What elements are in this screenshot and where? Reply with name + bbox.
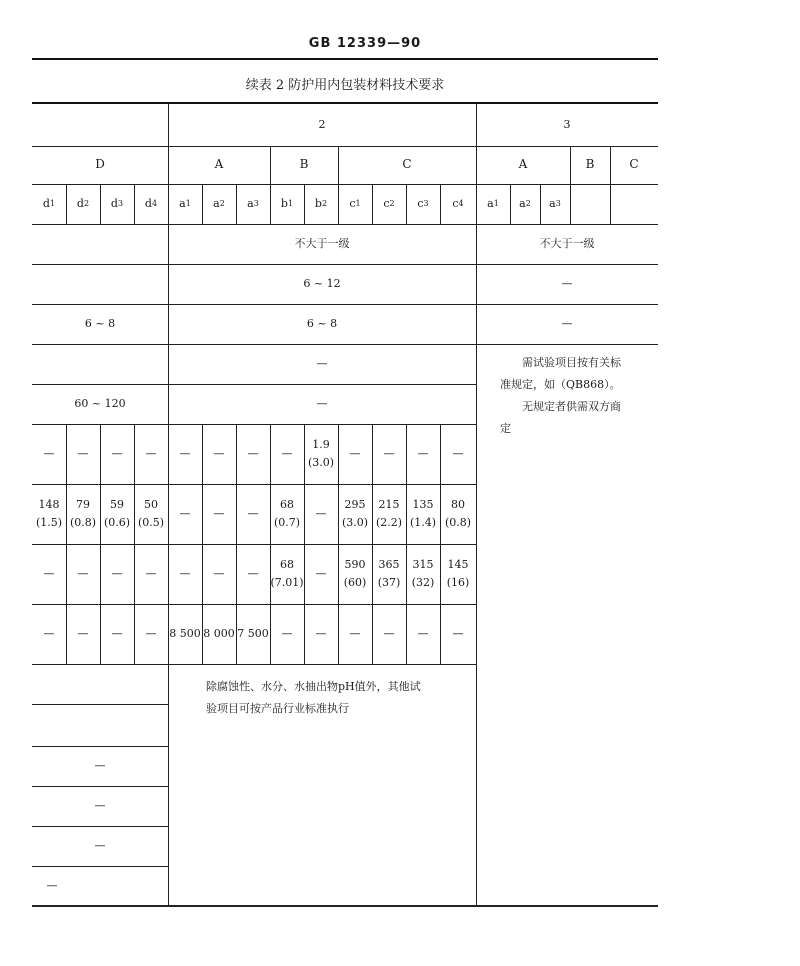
data-cell: 145 (16) <box>446 558 470 589</box>
sub-header-base: c <box>383 197 390 211</box>
data-cell: 135 (1.4) <box>409 498 437 529</box>
sub-column-header <box>32 184 66 224</box>
bottom-note <box>206 676 476 720</box>
sub-header-base: d <box>42 197 50 211</box>
data-cell: — <box>383 627 395 641</box>
top-rule <box>32 58 658 60</box>
sub-header-index: 1 <box>287 198 294 208</box>
sub-column-header <box>270 184 304 224</box>
data-cell: — <box>452 627 464 641</box>
sub-header-index: 3 <box>253 198 259 208</box>
data-cell: 315 (32) <box>411 558 435 589</box>
data-cell: — <box>145 567 157 581</box>
data-cell: — <box>179 447 191 461</box>
sub-header-index: 2 <box>219 198 225 208</box>
sub-header-base: a <box>549 197 556 211</box>
sub-header-index: 3 <box>555 198 561 208</box>
row11-d: — <box>94 799 106 813</box>
sub-header-index: 2 <box>389 198 395 208</box>
row1-group2: 不大于一级 <box>294 237 350 251</box>
row5-d: 60 ~ 120 <box>74 397 126 411</box>
data-cell: 295 (3.0) <box>341 498 369 529</box>
group3-note-line: 需试验项目按有关标 <box>522 356 621 369</box>
data-cell: — <box>452 447 464 461</box>
sub-header-base: d <box>110 197 118 211</box>
class-a-header: A <box>214 157 224 172</box>
sub-column-header <box>236 184 270 224</box>
sub-header-index: 2 <box>83 198 90 208</box>
sub-header-base: a <box>487 197 494 211</box>
data-cell: — <box>111 627 123 641</box>
bottom-note-line: 除腐蚀性、水分、水抽出物pH值外，其他试 <box>206 680 421 693</box>
sub-column-header <box>134 184 168 224</box>
group3-note <box>500 352 650 440</box>
row2-group2: 6 ~ 12 <box>303 277 341 291</box>
data-cell: — <box>315 507 327 521</box>
group3-note-line: 无规定者供需双方商 <box>522 400 621 413</box>
sub-header-base: b <box>280 197 288 211</box>
data-cell: — <box>111 447 123 461</box>
data-cell: 8 000 <box>203 627 235 641</box>
data-cell: — <box>43 567 55 581</box>
standard-number: GB 12339—90 <box>308 36 422 51</box>
data-cell: 215 (2.2) <box>375 498 403 529</box>
sub-header-base: a <box>213 197 220 211</box>
data-cell: 59 (0.6) <box>103 498 131 529</box>
data-cell: 148 (1.5) <box>35 498 63 529</box>
data-cell: — <box>179 507 191 521</box>
sub-column-header <box>168 184 202 224</box>
sub-header-base: d <box>76 197 84 211</box>
row3-group2: 6 ~ 8 <box>306 317 338 331</box>
table-line <box>32 905 658 907</box>
class-d-header: D <box>95 157 105 172</box>
data-cell: — <box>247 567 259 581</box>
sub-column-header <box>406 184 440 224</box>
class-b-header: B <box>299 157 309 172</box>
data-cell: 590 (60) <box>343 558 367 589</box>
sub-header-index: 3 <box>117 198 124 208</box>
row3-group3: — <box>561 317 573 331</box>
data-cell: — <box>383 447 395 461</box>
sub-header-base: d <box>144 197 152 211</box>
data-cell: 68 (7.01) <box>270 558 304 589</box>
row1-group3: 不大于一级 <box>539 237 595 251</box>
data-cell: 50 (0.5) <box>137 498 165 529</box>
data-cell: — <box>213 447 225 461</box>
sub-header-index: 1 <box>185 198 191 208</box>
data-cell: — <box>77 567 89 581</box>
group-3-header: 3 <box>563 118 571 132</box>
sub-column-header <box>510 184 540 224</box>
sub-header-index: 2 <box>321 198 328 208</box>
sub-header-base: c <box>452 197 459 211</box>
sub-column-header <box>66 184 100 224</box>
row4-group2: — <box>316 357 328 371</box>
class-b3-header: B <box>585 157 595 172</box>
data-cell: — <box>43 447 55 461</box>
sub-header-base: a <box>179 197 186 211</box>
sub-header-index: 1 <box>493 198 499 208</box>
data-cell: 1.9 (3.0) <box>307 438 335 469</box>
data-cell: — <box>281 447 293 461</box>
data-cell: 80 (0.8) <box>444 498 472 529</box>
class-a3-header: A <box>518 157 528 172</box>
data-cell: — <box>213 567 225 581</box>
data-cell: 365 (37) <box>377 558 401 589</box>
row3-d: 6 ~ 8 <box>84 317 116 331</box>
table-line <box>32 704 168 705</box>
data-cell: — <box>111 567 123 581</box>
row2-group3: — <box>561 277 573 291</box>
data-cell: — <box>179 567 191 581</box>
data-cell: — <box>77 447 89 461</box>
group-2-header: 2 <box>318 118 326 132</box>
bottom-note-line: 验项目可按产品行业标准执行 <box>206 702 349 715</box>
sub-header-index: 4 <box>151 198 158 208</box>
data-cell: — <box>281 627 293 641</box>
sub-header-base: a <box>247 197 254 211</box>
data-cell: 79 (0.8) <box>69 498 97 529</box>
sub-header-base: c <box>349 197 356 211</box>
sub-column-header <box>100 184 134 224</box>
group3-note-line: 准规定，如（QB868）。 <box>500 378 621 391</box>
sub-header-index: 3 <box>423 198 429 208</box>
sub-header-base: b <box>314 197 322 211</box>
data-cell: 8 500 <box>169 627 201 641</box>
data-cell: — <box>349 447 361 461</box>
data-cell: — <box>145 447 157 461</box>
row12-d: — <box>94 839 106 853</box>
data-cell: 68 (0.7) <box>273 498 301 529</box>
sub-column-header <box>304 184 338 224</box>
data-cell: — <box>77 627 89 641</box>
data-cell: — <box>247 507 259 521</box>
row13-d: — <box>46 879 58 893</box>
data-cell: — <box>349 627 361 641</box>
sub-column-header <box>372 184 406 224</box>
class-c3-header: C <box>629 157 639 172</box>
data-cell: — <box>43 627 55 641</box>
sub-column-header <box>202 184 236 224</box>
sub-header-base: a <box>519 197 526 211</box>
row5-group2: — <box>316 397 328 411</box>
sub-header-base: c <box>417 197 424 211</box>
sub-header-index: 2 <box>525 198 531 208</box>
class-c-header: C <box>402 157 412 172</box>
table-line <box>32 664 476 665</box>
sub-column-header <box>540 184 570 224</box>
data-cell: — <box>315 627 327 641</box>
group3-note-line: 定 <box>500 422 511 435</box>
data-cell: — <box>145 627 157 641</box>
sub-column-header <box>338 184 372 224</box>
data-cell: — <box>315 567 327 581</box>
sub-header-index: 1 <box>355 198 361 208</box>
row10-d: — <box>94 759 106 773</box>
data-cell: — <box>247 447 259 461</box>
sub-column-header <box>476 184 510 224</box>
data-cell: — <box>417 447 429 461</box>
data-cell: — <box>213 507 225 521</box>
data-cell: — <box>417 627 429 641</box>
data-cell: 7 500 <box>237 627 269 641</box>
sub-column-header <box>440 184 476 224</box>
sub-header-index: 4 <box>458 198 464 208</box>
table-caption: 续表 2 防护用内包装材料技术要求 <box>245 78 445 93</box>
sub-header-index: 1 <box>49 198 56 208</box>
